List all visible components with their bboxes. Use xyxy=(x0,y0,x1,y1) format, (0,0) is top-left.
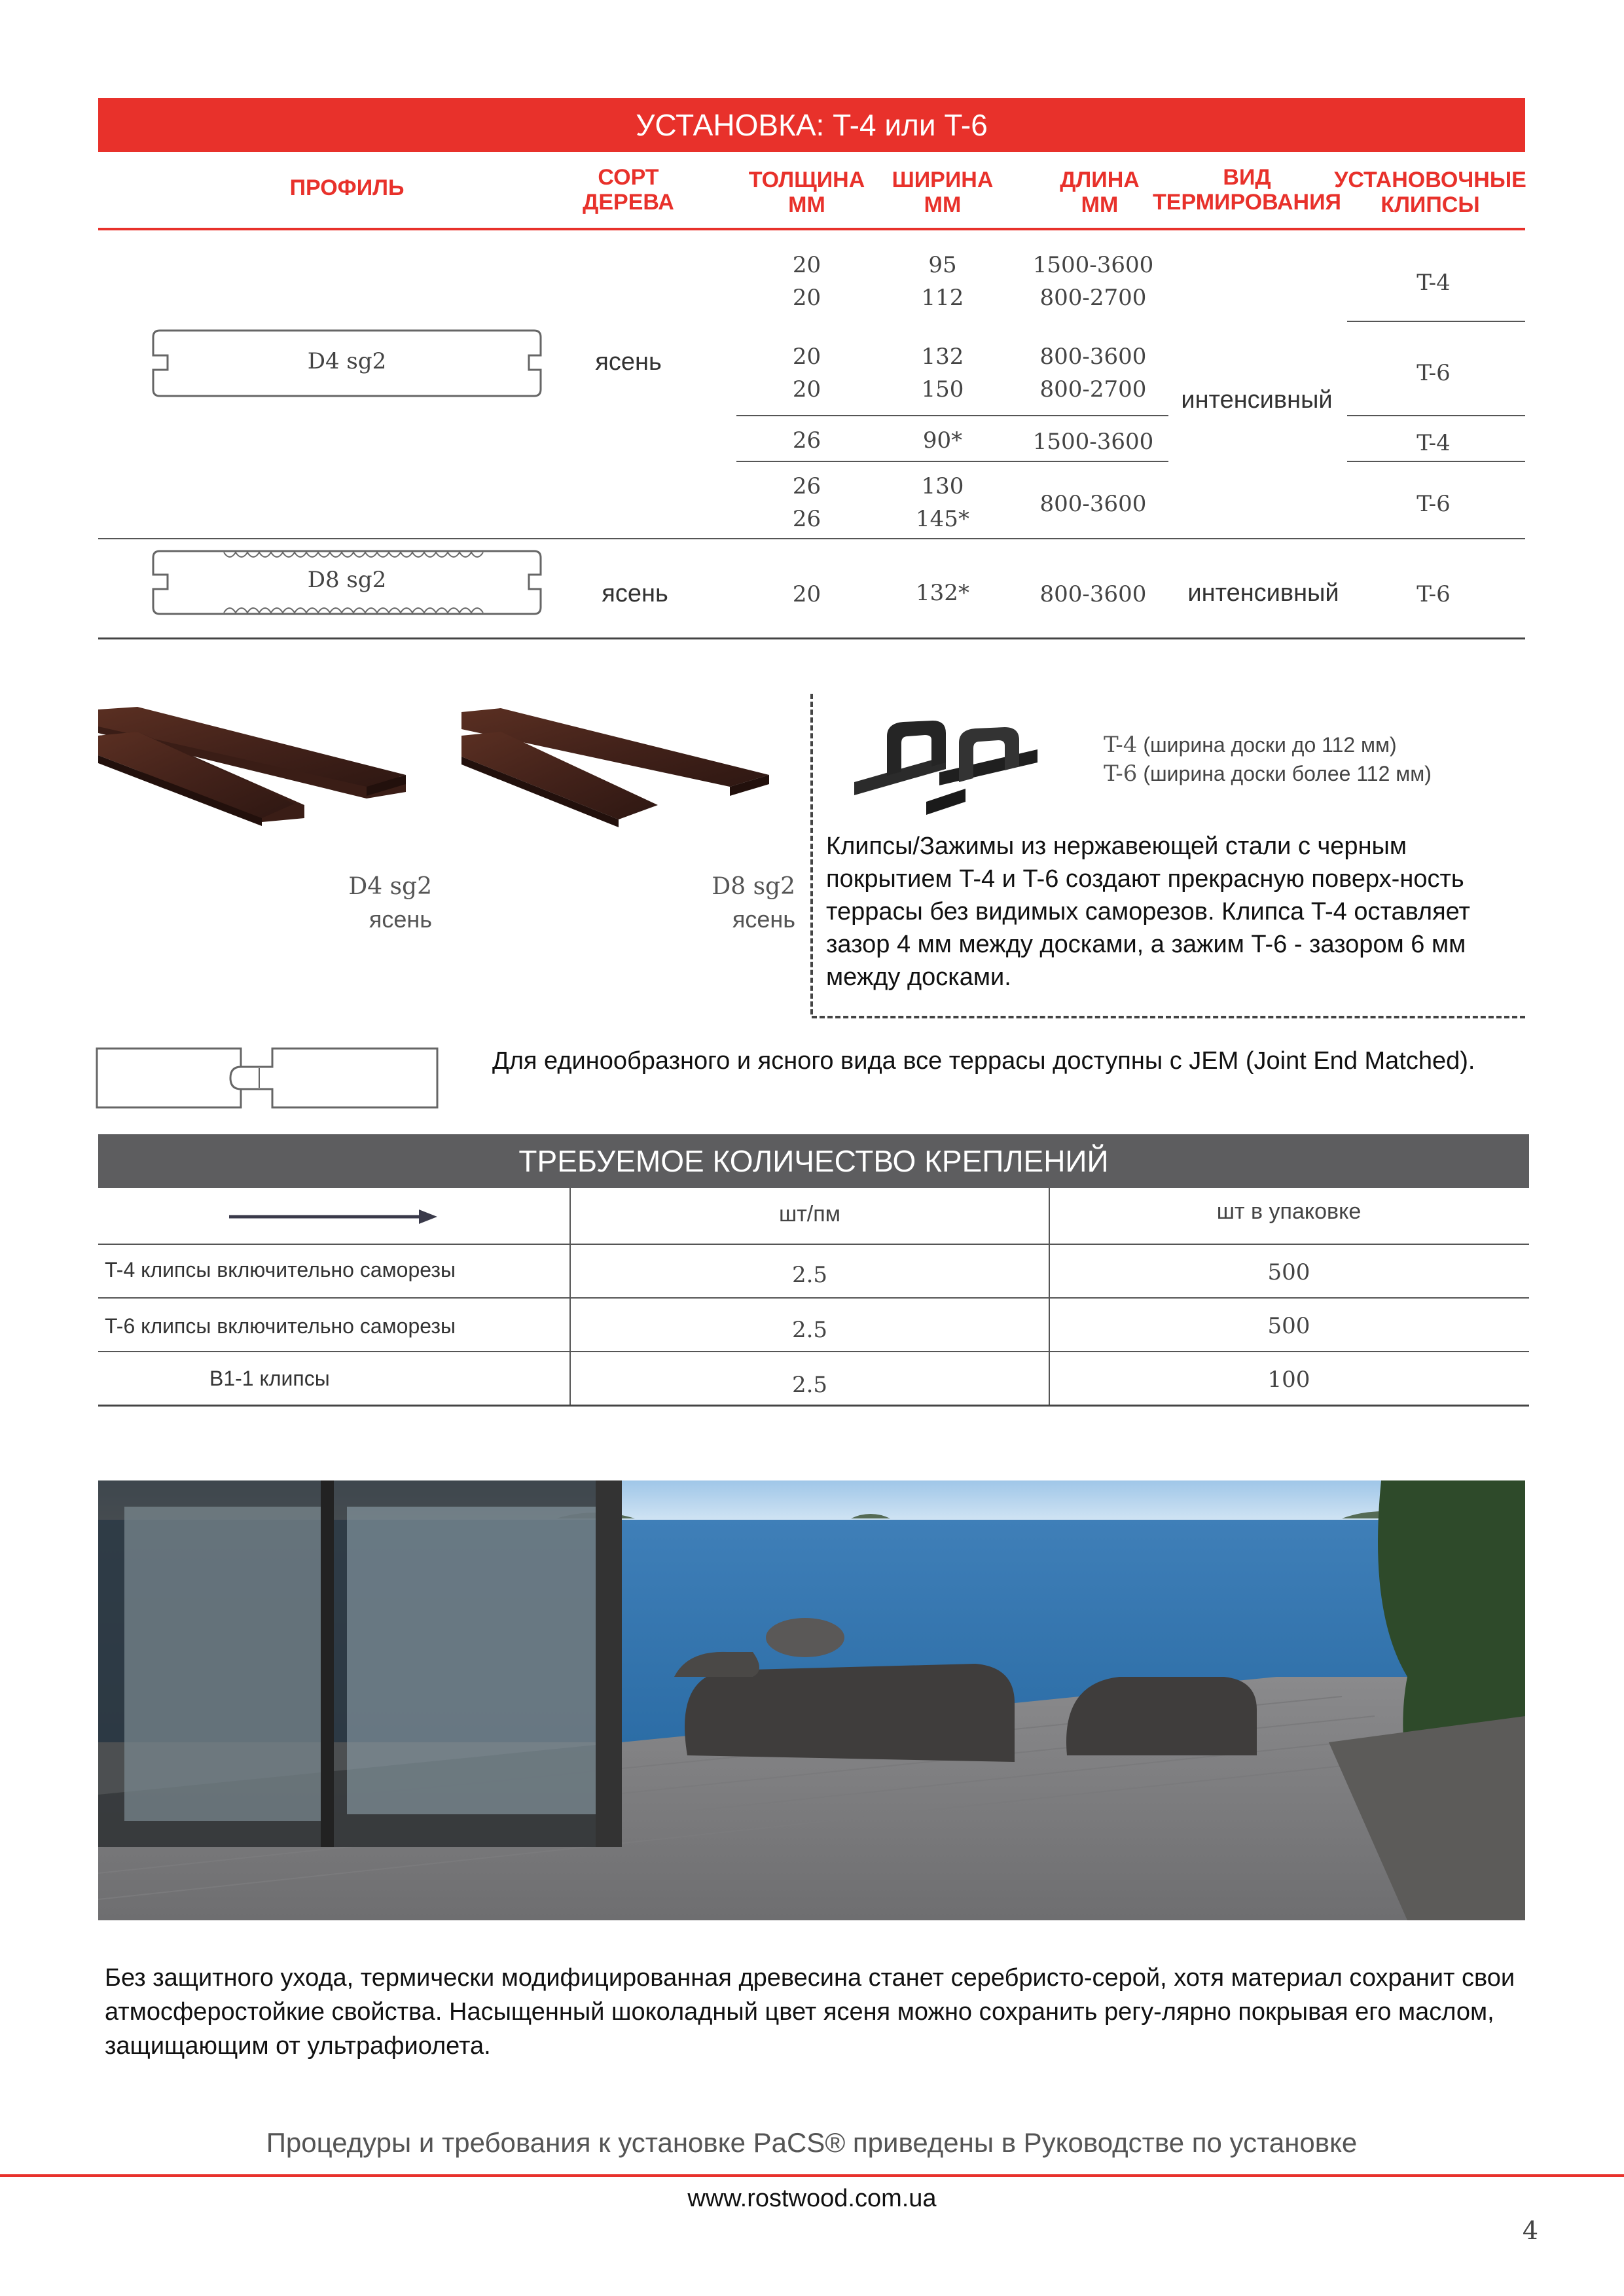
d4-rule-b xyxy=(736,461,1168,462)
website-link[interactable]: www.rostwood.com.ua xyxy=(687,2185,937,2212)
d4-g2-thickness: 20 20 xyxy=(792,344,821,403)
fasteners-col-per-pack: шт в упаковке xyxy=(1216,1199,1362,1224)
fasteners-vline-1-full xyxy=(569,1188,571,1405)
d8-thickness: 20 xyxy=(792,581,821,607)
terrace-photo xyxy=(98,1480,1525,1920)
fasteners-rule-2 xyxy=(98,1351,1529,1352)
fasteners-row-3-per-pack: 100 xyxy=(1267,1367,1310,1393)
clip-t6-label xyxy=(1104,761,1432,787)
d4-g1-length: 1500-3600 800-2700 xyxy=(1032,252,1154,311)
d8-treatment: интенсивный xyxy=(1187,579,1339,607)
d4-g1-width: 95 112 xyxy=(921,252,964,311)
page-number: 4 xyxy=(1522,2216,1538,2245)
d4-g4-width: 130 145* xyxy=(916,473,969,532)
header-length: ДЛИНА ММ xyxy=(1060,168,1140,217)
d4-g4-length: 800-3600 xyxy=(1039,491,1147,517)
fasteners-rule-header xyxy=(98,1244,1529,1245)
d8-clip: T-6 xyxy=(1416,581,1451,607)
d4-g3-length: 1500-3600 xyxy=(1032,429,1154,455)
d4-g4-clip: T-6 xyxy=(1416,491,1451,517)
clip-picture xyxy=(848,704,1044,821)
fasteners-bottom-rule xyxy=(98,1405,1529,1407)
header-treatment: ВИД ТЕРМИРОВАНИЯ xyxy=(1153,165,1341,215)
d4-g2-length: 800-3600 800-2700 xyxy=(1039,344,1147,403)
fasteners-row-3-per-m: 2.5 xyxy=(791,1372,828,1398)
footer-rule xyxy=(0,2174,1624,2177)
fasteners-row-1-per-m: 2.5 xyxy=(791,1262,828,1288)
dashed-frame-bottom xyxy=(812,1016,1525,1018)
d8-profile-label: D8 sg2 xyxy=(307,567,387,593)
d4-g3-width: 90* xyxy=(922,427,963,454)
fasteners-row-2-per-m: 2.5 xyxy=(791,1317,828,1343)
d8-wood: ясень xyxy=(602,580,668,607)
fasteners-row-3-label: B1-1 клипсы xyxy=(209,1367,330,1390)
header-clips: УСТАНОВОЧНЫЕ КЛИПСЫ xyxy=(1334,168,1526,217)
dashed-frame-left xyxy=(810,694,813,1014)
clip-rule-2 xyxy=(1347,415,1525,416)
jem-description: Для единообразного и ясного вида все террасы доступны с JEM (Joint End Matched). xyxy=(492,1047,1475,1075)
clip-t4-name: T-4 xyxy=(1104,732,1138,758)
fasteners-row-1-per-pack: 500 xyxy=(1267,1259,1310,1285)
d4-g2-width: 132 150 xyxy=(921,344,964,403)
d4-g4-thickness: 26 26 xyxy=(792,473,821,532)
fasteners-banner: ТРЕБУЕМОЕ КОЛИЧЕСТВО КРЕПЛЕНИЙ xyxy=(98,1134,1529,1188)
fasteners-vline-2-full xyxy=(1049,1188,1050,1405)
header-underline xyxy=(98,228,1525,230)
install-table-banner: УСТАНОВКА: T-4 или T-6 xyxy=(98,98,1525,152)
d8-length: 800-3600 xyxy=(1039,581,1147,607)
d4-board-wood: ясень xyxy=(369,906,432,933)
d4-g1-thickness: 20 20 xyxy=(792,252,821,311)
clip-description: Клипсы/Зажимы из нержавеющей стали с черным покрытием T-4 и T-6 создают прекрасную поверх-ность террасы без видимых саморезов. Клипса T-4 оставляет зазор 4 мм между досками, а зажим T-6 - зазором 6 мм между досками. xyxy=(826,833,1470,991)
d4-board-caption xyxy=(288,870,432,936)
d4-board-name: D4 sg2 xyxy=(348,873,432,900)
header-profile: ПРОФИЛЬ xyxy=(289,175,405,200)
clip-t6-name: T-6 xyxy=(1104,761,1138,787)
jem-profile-drawing xyxy=(96,1046,440,1111)
care-description: Без защитного ухода, термически модифицированная древесина станет серебристо-серой, хотя материал сохранит свои атмосферостойкие свойства. Насыщенный шоколадный цвет ясеня можно сохранить регу-лярно покрывая его маслом, защищающим от ультрафиолета. xyxy=(105,1964,1515,2060)
d4-rule-a xyxy=(736,415,1168,416)
d4-g2-clip: T-6 xyxy=(1416,360,1451,386)
header-wood: СОРТ ДЕРЕВА xyxy=(583,165,674,215)
arrow-right-icon xyxy=(229,1207,439,1227)
fasteners-col-per-m: шт/пм xyxy=(778,1202,841,1227)
d8-board-wood: ясень xyxy=(732,906,795,933)
clip-t4-note: (ширина доски до 112 мм) xyxy=(1143,733,1397,757)
install-table-bottom-rule xyxy=(98,637,1525,639)
d4-d8-divider xyxy=(98,538,1525,539)
d4-g3-clip: T-4 xyxy=(1416,430,1451,456)
clip-t4-label xyxy=(1104,732,1397,758)
d8-board-picture xyxy=(461,707,776,877)
d4-treatment: интенсивный xyxy=(1181,386,1333,414)
fasteners-row-1-label: T-4 клипсы включительно саморезы xyxy=(105,1258,456,1282)
d8-board-caption xyxy=(655,870,795,936)
clip-rule-1 xyxy=(1347,321,1525,322)
d8-width: 132* xyxy=(916,580,969,606)
install-guide-note: Процедуры и требования к установке PaCS® приведены в Руководстве по установке xyxy=(266,2127,1358,2158)
header-width: ШИРИНА ММ xyxy=(892,168,994,217)
d4-g3-thickness: 26 xyxy=(792,427,821,454)
clip-rule-3 xyxy=(1347,461,1525,462)
d4-profile-label: D4 sg2 xyxy=(307,348,387,374)
d8-board-name: D8 sg2 xyxy=(712,873,795,900)
fasteners-row-2-label: T-6 клипсы включительно саморезы xyxy=(105,1314,456,1338)
fasteners-rule-1 xyxy=(98,1297,1529,1299)
d4-g1-clip: T-4 xyxy=(1416,270,1451,296)
fasteners-row-2-per-pack: 500 xyxy=(1267,1313,1310,1339)
clip-t6-note: (ширина доски более 112 мм) xyxy=(1143,762,1432,785)
header-thickness: ТОЛЩИНА ММ xyxy=(748,168,865,217)
d4-board-picture xyxy=(98,707,412,864)
d4-wood: ясень xyxy=(595,348,662,376)
